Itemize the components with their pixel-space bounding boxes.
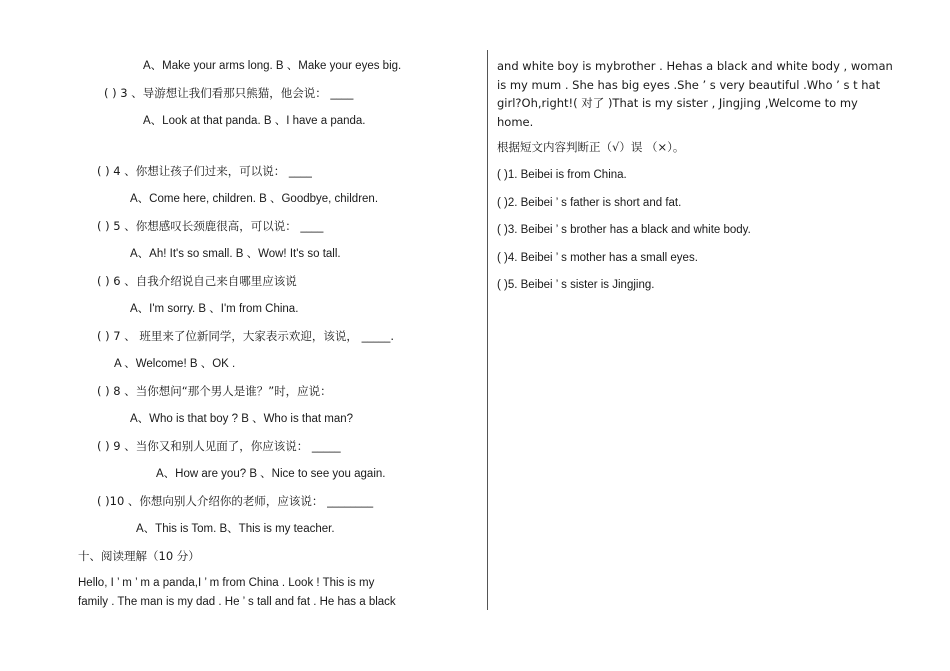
passage-right — [497, 57, 897, 131]
q9-option: A、How are you? B 、Nice to see you again. — [156, 468, 386, 480]
q9-stem: ( ) 9 、当你又和别人见面了，你应该说： _____ — [97, 439, 341, 453]
q3-stem: ( ) 3 、导游想让我们看那只熊猫，他会说： ____ — [104, 86, 354, 100]
q4-option: A、Come here, children. B 、Goodbye, children. — [130, 193, 379, 205]
passage-left — [78, 574, 478, 611]
passage-line: family . The man is my dad . He ’ s tall and fat . He has a black — [78, 595, 396, 608]
q6-stem: ( ) 6 、自我介绍说自己来自哪里应该说 — [97, 274, 297, 288]
q7-stem: ( ) 7 、 班里来了位新同学，大家表示欢迎，该说， _____. — [97, 329, 394, 343]
judge-instruction: 根据短文内容判断正（√）误 （×）。 — [497, 140, 685, 154]
q8-stem: ( ) 8 、当你想问“那个男人是谁？”时，应说： — [97, 384, 332, 398]
statement-5: ( )5. Beibei ’ s sister is Jingjing. — [497, 279, 655, 291]
passage-line: home. — [497, 114, 534, 129]
q10-stem: ( )10 、你想向别人介绍你的老师，应该说： ________ — [97, 494, 374, 508]
q5-option: A、Ah! It's so small. B 、Wow! It's so tall. — [130, 248, 341, 260]
passage-line: and white boy is mybrother . Hehas a black and white body , woman — [497, 59, 893, 73]
statement-3: ( )3. Beibei ’ s brother has a black and white body. — [497, 224, 751, 236]
q2-option: A、Make your arms long. B 、Make your eyes big. — [143, 60, 402, 72]
passage-line: girl?Oh,right!( 对了 )That is my sister , Jingjing ,Welcome to my — [497, 96, 858, 110]
q6-option: A、I'm sorry. B 、I'm from China. — [130, 303, 299, 315]
passage-line: is my mum . She has big eyes .She ’ s very beautiful .Who ’ s t hat — [497, 77, 881, 92]
q4-stem: ( ) 4 、你想让孩子们过来，可以说： ____ — [97, 164, 312, 178]
q7-option: A 、Welcome! B 、OK . — [114, 358, 236, 370]
statement-2: ( )2. Beibei ’ s father is short and fat. — [497, 197, 682, 209]
q3-option: A、Look at that panda. B 、I have a panda. — [143, 115, 366, 127]
passage-line: Hello, I ’ m ’ m a panda,I ’ m from China . Look ! This is my — [78, 577, 375, 589]
column-divider — [487, 50, 488, 610]
statement-1: ( )1. Beibei is from China. — [497, 169, 627, 181]
q10-option: A、This is Tom. B、This is my teacher. — [136, 523, 335, 535]
section-title-reading: 十、阅读理解（10 分） — [78, 549, 200, 563]
q8-option: A、Who is that boy ? B 、Who is that man? — [130, 413, 354, 425]
q5-stem: ( ) 5 、你想感叹长颈鹿很高，可以说： ____ — [97, 219, 324, 233]
statement-4: ( )4. Beibei ’ s mother has a small eyes. — [497, 252, 698, 264]
